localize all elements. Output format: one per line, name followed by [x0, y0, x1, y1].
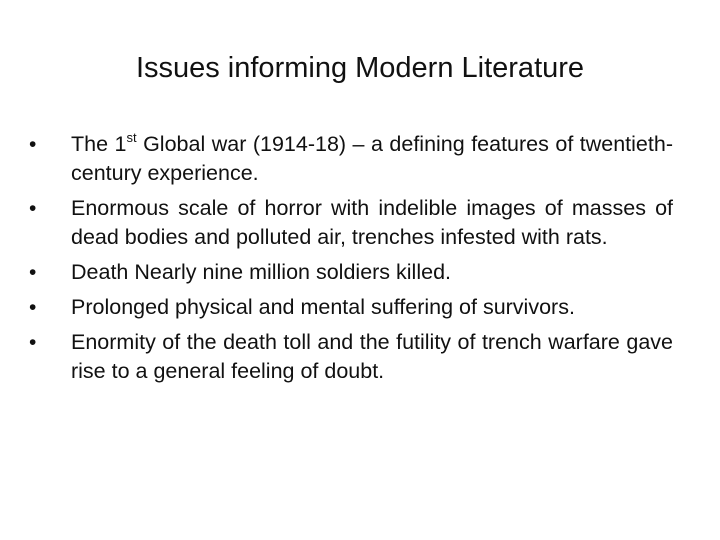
slide-title: Issues informing Modern Literature: [135, 52, 585, 84]
bullet-text: [71, 132, 673, 185]
bullet-item: [29, 293, 673, 322]
bullet-icon: •: [29, 331, 37, 354]
bullet-text: Prolonged physical and mental suffering of survivors.: [71, 295, 575, 319]
bullet-text: Enormity of the death toll and the futility of trench warfare gave rise to a general feeling of doubt.: [71, 330, 673, 383]
bullet-icon: •: [29, 197, 37, 220]
bullet-list: [29, 130, 673, 392]
bullet-text-part: The 1: [71, 132, 127, 156]
bullet-item: [29, 130, 673, 188]
bullet-item: [29, 194, 673, 252]
bullet-text: Death Nearly nine million soldiers killed.: [71, 260, 451, 284]
bullet-text-part: Global war (1914-18) – a defining features of twentieth-century experience.: [71, 132, 673, 185]
bullet-icon: •: [29, 133, 37, 156]
bullet-item: [29, 328, 673, 386]
bullet-text: Enormous scale of horror with indelible images of masses of dead bodies and polluted air, trenches infested with rats.: [71, 196, 673, 249]
ordinal-superscript: st: [126, 130, 137, 145]
bullet-icon: •: [29, 261, 37, 284]
bullet-icon: •: [29, 296, 37, 319]
bullet-item: [29, 258, 673, 287]
